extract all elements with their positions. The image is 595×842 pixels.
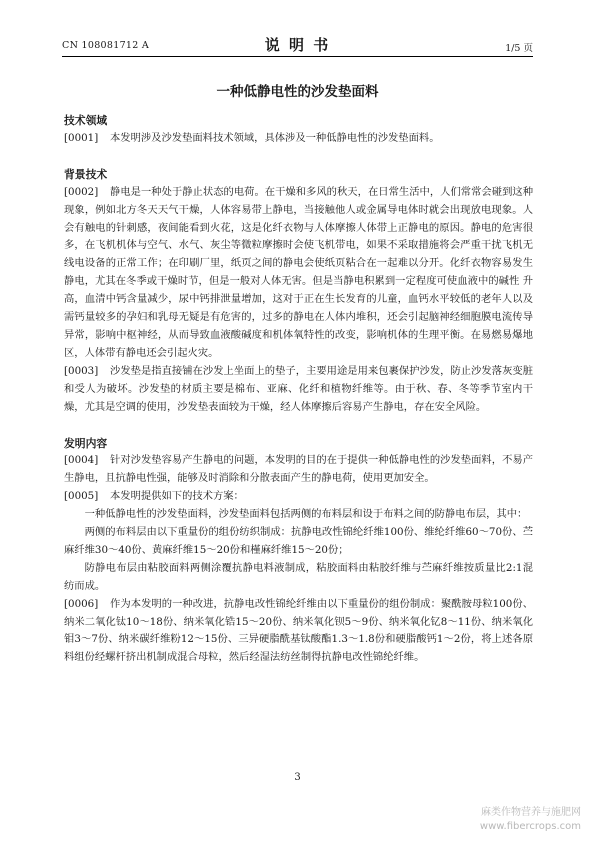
paragraph-0004 xyxy=(64,452,533,488)
paragraph-text: 本发明涉及沙发垫面料技术领域，具体涉及一种低静电性的沙发垫面料。 xyxy=(110,131,440,144)
patent-number: CN 108081712 A xyxy=(62,40,150,51)
document-type-heading: 说 明 书 xyxy=(264,36,331,54)
paragraph-text: 针对沙发垫容易产生静电的问题，本发明的目的在于提供一种低静电性的沙发垫面料，不易产生静电，且抗静电性强，能够及时消除和分散表面产生的静电荷，使用更加安全。 xyxy=(64,454,533,485)
paragraph-text: 静电是一种处于静止状态的电荷。在干燥和多风的秋天，在日常生活中，人们常常会碰到这种现象，例如北方冬天天气干燥，人体容易带上静电，当接触他人或金属导电体时就会出现放电现象。人会有触电的针刺感，夜间能看到火花，这是化纤衣物与人体摩擦人体带上正静电的原因。静电的危害很多，在飞机机体与空气、水气、灰尘等微粒摩擦时会使飞机带电，如果不采取措施将会严重干扰飞机无线电设备的正常工作；在印刷厂里，纸页之间的静电会使纸页粘合在一起难以分开。化纤衣物容易发生静电，尤其在冬季或干燥时节，但是一般对人体无害。但是当静电积累到一定程度可使血液中的碱性 升高，血清中钙含量减少，尿中钙排泄量增加，这对于正在生长发育的儿童，血钙水平较低的老年人以及需钙量较多的孕妇和乳母无疑是有危害的，过多的静电在人体内堆积，还会引起脑神经细胞膜电流传导异常，影响中枢神经，从而导致血液酸碱度和机体氧特性的改变，影响机体的生理平衡。在易燃易爆地区，人体带有静电还会引起火灾。 xyxy=(64,185,533,359)
watermark-site-name: 麻类作物营养与施肥网 xyxy=(481,807,581,818)
paragraph-text: 沙发垫是指直接铺在沙发上坐面上的垫子，主要用途是用来包裹保护沙发，防止沙发落灰变脏和受人为破坏。沙发垫的材质主要是棉布、亚麻、化纤和植物纤维等。由于秋、春、冬等季节室内干燥，尤其是空调的使用，沙发垫表面较为干燥，经人体摩擦后容易产生静电，存在安全风险。 xyxy=(64,364,533,413)
section-heading-invention: 发明内容 xyxy=(64,436,108,450)
paragraph-0005-claim-a: 一种低静电性的沙发垫面料，沙发垫面料包括两侧的布料层和设于布料之间的防静电布层，其中： xyxy=(84,508,528,521)
patent-title: 一种低静电性的沙发垫面料 xyxy=(216,84,379,100)
section-heading-tech-field: 技术领域 xyxy=(64,114,108,127)
document-header xyxy=(62,34,533,57)
paragraph-number: [0005] xyxy=(64,490,99,503)
paragraph-0005-claim-b: 两侧的布料层由以下重量份的组份纺织制成：抗静电改性锦纶纤维100份、维纶纤维60～70份、苎麻纤维30～40份、黄麻纤维15～20份和槿麻纤维15～20份； xyxy=(64,526,533,556)
document-body xyxy=(64,112,533,667)
paragraph-number: [0003] xyxy=(64,364,99,377)
page-indicator: 1/5 页 xyxy=(505,43,533,54)
paragraph-number: [0004] xyxy=(64,454,99,467)
site-watermark xyxy=(480,806,581,834)
paragraph-0001 xyxy=(64,130,533,148)
page-number: 3 xyxy=(294,772,301,783)
watermark-url: www.fibercrops.com xyxy=(479,821,581,832)
section-heading-background: 背景技术 xyxy=(64,167,108,181)
paragraph-0002 xyxy=(64,184,533,363)
paragraph-text: 作为本发明的一种改进，抗静电改性锦纶纤维由以下重量份的组份制成：聚酰胺母粒100份、纳米二氧化钛10～18份、纳米氧化锆15～20份、纳米氧化钡5～9份、纳米氧化钇8～11份、纳米氧化钼3～7份、纳米碳纤维粉12～15份、三异硬脂酰基钛酸酯1.3～1.8份和硬脂酸钙1～2份，将上述各原料组份经螺杆挤出机制成混合母粒，然后经湿法纺丝制得抗静电改性锦纶纤维。 xyxy=(64,597,533,664)
paragraph-0005-claim-c: 防静电布层由粘胶面料两侧涂覆抗静电料液制成，粘胶面料由粘胶纤维与苎麻纤维按质量比2:1混纺而成。 xyxy=(64,561,533,592)
paragraph-0003 xyxy=(64,363,533,417)
paragraph-0006 xyxy=(64,596,533,668)
paragraph-number: [0006] xyxy=(64,597,99,610)
paragraph-0005 xyxy=(64,488,533,506)
paragraph-number: [0001] xyxy=(64,131,99,144)
paragraph-text: 本发明提供如下的技术方案： xyxy=(110,490,244,503)
paragraph-number: [0002] xyxy=(64,185,99,198)
